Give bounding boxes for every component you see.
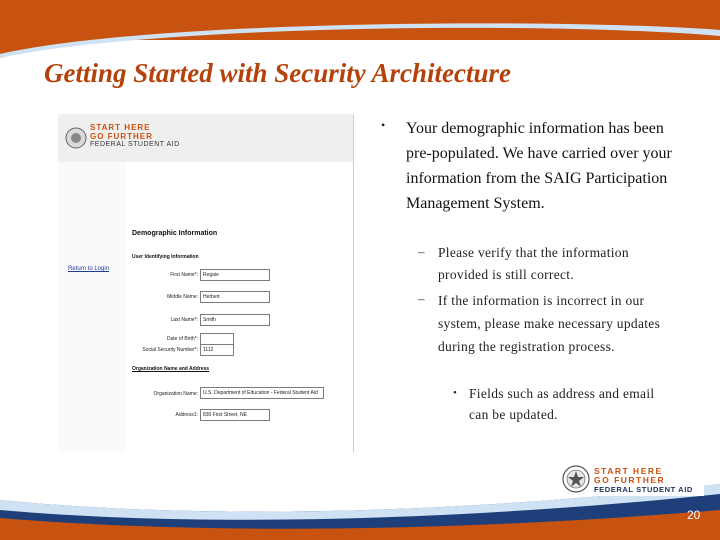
dash-marker: – (418, 291, 425, 306)
last-name-label: Last Name*: (170, 317, 198, 323)
main-bullet-text: Your demographic information has been pre-populated. We have carried over your information from the SAIG Participation Management System. (406, 120, 672, 212)
screenshot-header (58, 114, 354, 162)
sub-sub-bullet-fields: Fields such as address and email can be updated. (469, 386, 655, 422)
organization-name-label: Organization Name: (153, 391, 198, 397)
footer-logo-federal-student-aid: FEDERAL STUDENT AID (594, 485, 693, 494)
demographic-form-screenshot (58, 114, 354, 452)
top-light-blue-curve (0, 10, 720, 58)
logo-start-here: START HERE (90, 123, 151, 132)
middle-name-field[interactable]: Herbert (200, 291, 270, 303)
slide-title: Getting Started with Security Architecture (44, 58, 512, 88)
address1-label: Address1: (175, 412, 198, 418)
department-of-education-seal-icon (65, 120, 87, 156)
sub-bullet-incorrect: If the information is incorrect in our system, please make necessary updates during the registration process. (438, 293, 661, 354)
sub-bullet-verify: Please verify that the information provided is still correct. (438, 245, 629, 282)
middle-name-label: Middle Name: (167, 294, 198, 300)
last-name-field[interactable]: Smith (200, 314, 270, 326)
ssn-label: Social Security Number*: (142, 347, 198, 353)
date-of-birth-label: Date of Birth*: (166, 336, 198, 342)
footer-logo-go-further: GO FURTHER (594, 475, 666, 485)
screenshot-sidebar (58, 162, 126, 452)
bullet-marker: • (453, 387, 457, 399)
dash-marker: – (418, 244, 425, 259)
logo-go-further: GO FURTHER (90, 132, 153, 141)
organization-name-address-heading: Organization Name and Address (132, 366, 210, 372)
federal-student-aid-logo (558, 462, 704, 496)
logo-federal-student-aid: FEDERAL STUDENT AID (90, 141, 180, 148)
ssn-field[interactable]: 1112 (200, 344, 234, 356)
first-name-label: First Name*: (170, 272, 198, 278)
user-identifying-information-heading: User Identifying Information (132, 254, 199, 260)
address1-field[interactable]: 830 First Street, NE (200, 409, 270, 421)
demographic-information-heading: Demographic Information (132, 230, 218, 237)
return-to-login-link[interactable]: Return to Login (68, 266, 110, 272)
footer-logo-start-here: START HERE (594, 466, 663, 476)
page-number: 20 (687, 508, 701, 522)
first-name-field[interactable]: Regaie (200, 269, 270, 281)
department-of-education-seal-icon (562, 465, 590, 493)
organization-name-field[interactable]: U.S. Department of Education - Federal Student Aid (200, 387, 324, 399)
bullet-marker: • (381, 118, 386, 132)
